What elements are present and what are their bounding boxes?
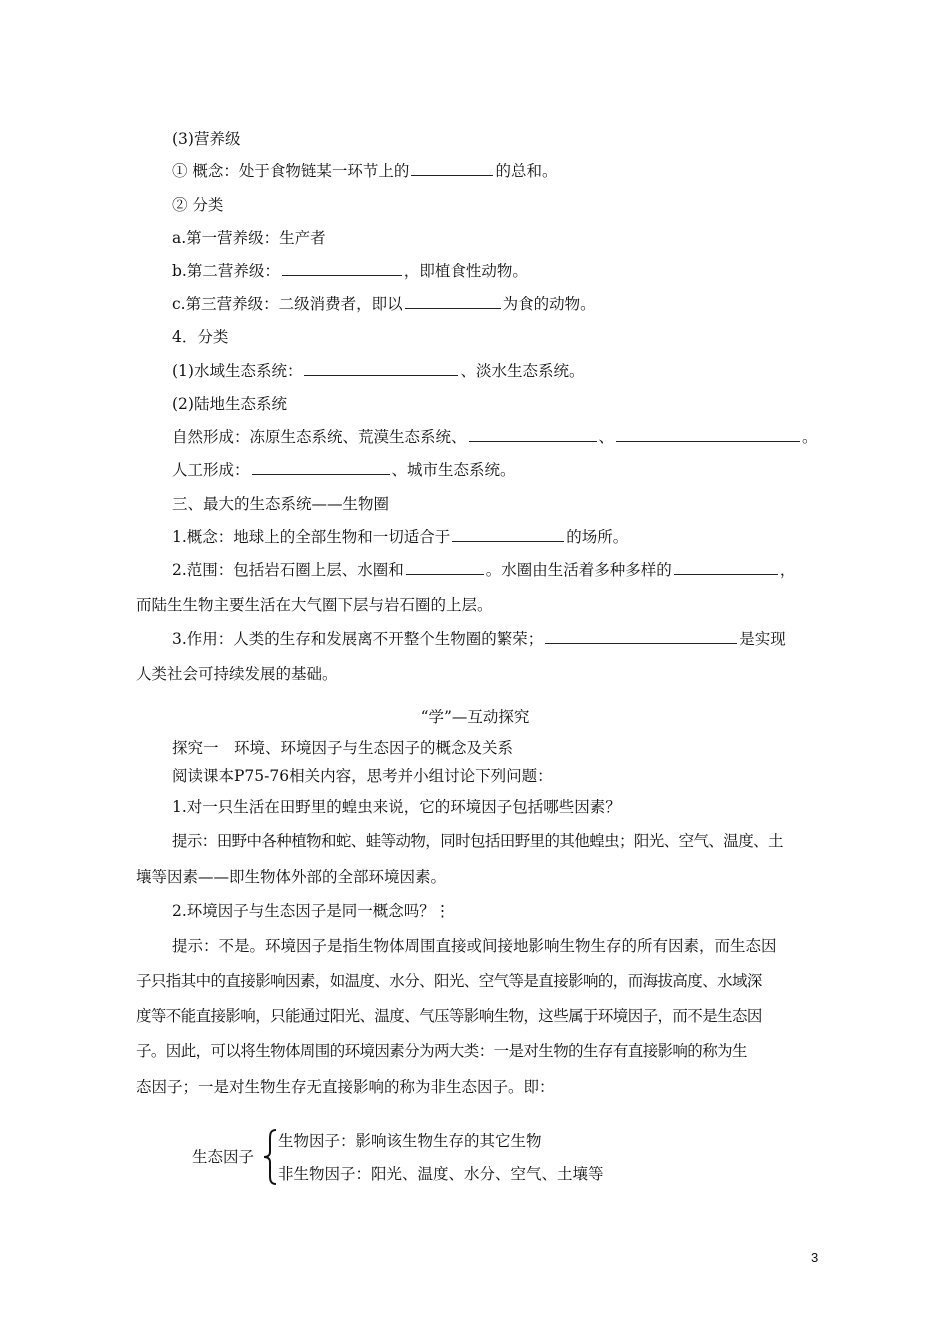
text-line: 人工形成： 、城市生态系统。	[172, 461, 516, 479]
text-line: 提示：不是。环境因子是指生物体周围直接或间接地影响生物生存的所有因素，而生态因	[172, 937, 777, 955]
text-line: 而陆生生物主要生活在大气圈下层与岩石圈的上层。	[136, 596, 493, 614]
text-line: a.第一营养级：生产者	[172, 229, 326, 247]
section-title: “学”—互动探究	[420, 708, 530, 726]
fill-blank[interactable]	[252, 459, 390, 475]
text-line: 子只指其中的直接影响因素，如温度、水分、阳光、空气等是直接影响的，而海拔高度、水域深	[136, 972, 762, 990]
fill-blank[interactable]	[469, 426, 597, 442]
text-line: (1)水域生态系统： 、淡水生态系统。	[172, 362, 585, 380]
page-number: 3	[811, 1250, 819, 1265]
text-line: 提示：田野中各种植物和蛇、蛙等动物，同时包括田野里的其他蝗虫；阳光、空气、温度、土	[172, 832, 783, 850]
fill-blank[interactable]	[545, 628, 737, 644]
fill-blank[interactable]	[282, 260, 402, 276]
diagram-branch-top: 生物因子：影响该生物生存的其它生物	[278, 1132, 542, 1150]
diagram-label: 生态因子	[192, 1148, 255, 1166]
text-line: 阅读课本P75-76相关内容，思考并小组讨论下列问题：	[172, 767, 553, 785]
text-line: 4．分类	[172, 328, 229, 346]
text-line: 人类社会可持续发展的基础。	[136, 665, 338, 683]
text-line: ② 分类	[172, 196, 224, 214]
text-line: 3.作用：人类的生存和发展离不开整个生物圈的繁荣； 是实现	[172, 630, 786, 648]
text-line: ① 概念：处于食物链某一环节上的 的总和。	[172, 162, 558, 180]
text-line: 自然形成：冻原生态系统、荒漠生态系统、 、 。	[172, 428, 818, 446]
fill-blank[interactable]	[452, 526, 564, 542]
text-line: 1.对一只生活在田野里的蝗虫来说，它的环境因子包括哪些因素？	[172, 798, 621, 816]
fill-blank[interactable]	[674, 559, 778, 575]
fill-blank[interactable]	[405, 293, 501, 309]
text-line: 壤等因素——即生物体外部的全部环境因素。	[136, 868, 447, 886]
text-line: 探究一 环境、环境因子与生态因子的概念及关系	[172, 739, 514, 757]
text-line: 子。因此，可以将生物体周围的环境因素分为两大类：一是对生物的生存有直接影响的称为生	[136, 1042, 747, 1060]
text-line: 1.概念：地球上的全部生物和一切适合于 的场所。	[172, 528, 629, 546]
text-line: 态因子；一是对生物生存无直接影响的称为非生态因子。即：	[136, 1078, 555, 1096]
text-line: c.第三营养级：二级消费者，即以 为食的动物。	[172, 295, 596, 313]
fill-blank[interactable]	[406, 559, 484, 575]
fill-blank[interactable]	[304, 360, 458, 376]
text-line: (3)营养级	[172, 130, 241, 148]
text-line: 2.环境因子与生态因子是同一概念吗？⋮	[172, 902, 451, 920]
text-line: 2.范围：包括岩石圈上层、水圈和 。水圈由生活着多种多样的 ，	[172, 561, 796, 579]
fill-blank[interactable]	[616, 426, 800, 442]
text-line: b.第二营养级： ，即植食性动物。	[172, 262, 528, 280]
fill-blank[interactable]	[411, 160, 493, 176]
curly-brace-icon	[262, 1128, 278, 1186]
text-line: (2)陆地生态系统	[172, 395, 287, 413]
text-line: 度等不能直接影响，只能通过阳光、温度、气压等影响生物，这些属于环境因子，而不是生态因	[136, 1007, 762, 1025]
section-heading: 三、最大的生态系统——生物圈	[172, 495, 390, 513]
diagram-branch-bottom: 非生物因子：阳光、温度、水分、空气、土壤等	[278, 1165, 604, 1183]
